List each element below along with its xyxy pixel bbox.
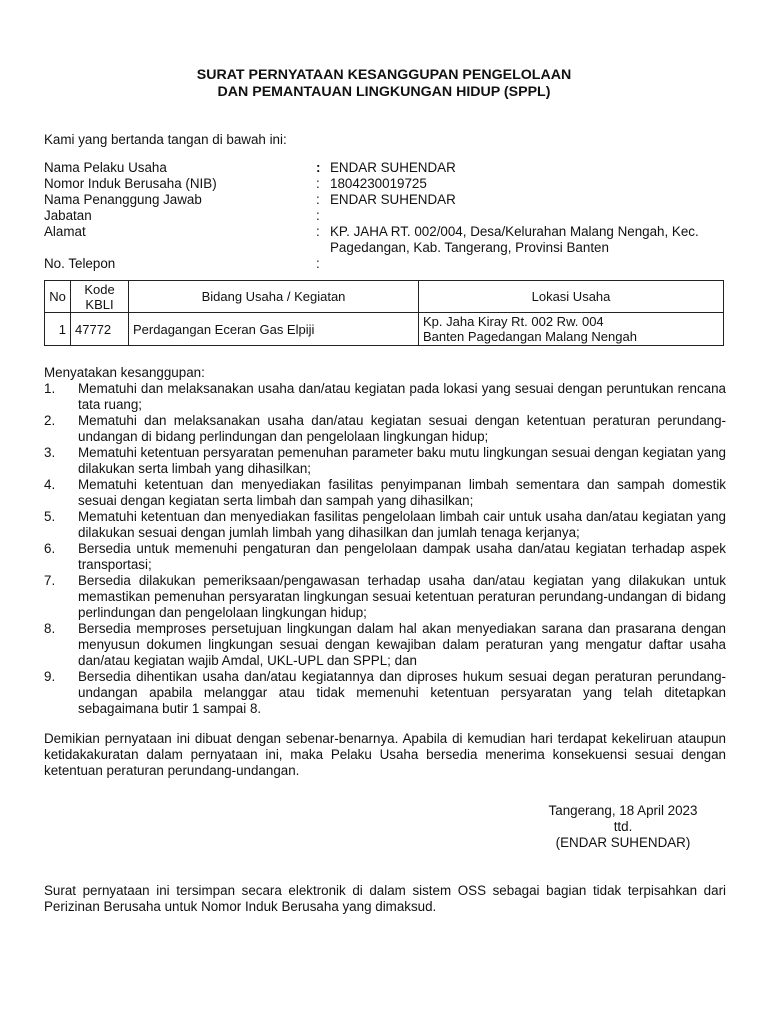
identity-colon: : [316,208,320,223]
header-no: No [45,281,71,313]
item-text: Bersedia dilakukan pemeriksaan/pengawasan terhadap usaha dan/atau kegiatan yang dilakukan untuk memastikan pemenuhan persyaratan lingkungan sesuai ketentuan peraturan perundang-undangan di bidang perlindungan dan pengelolaan lingkungan hidup; [78,573,726,620]
list-item [44,509,726,541]
list-item [44,445,726,477]
statement-heading: Menyatakan kesanggupan: [44,365,205,380]
item-text: Mematuhi ketentuan dan menyediakan fasilitas pengelolaan limbah cair untuk usaha dan/atau kegiatan yang dilakukan sesuai dengan jumlah limbah yang dihasilkan dan jumlah tenaga kerjanya; [78,509,726,540]
identity-colon: : [316,176,320,191]
item-text: Bersedia dihentikan usaha dan/atau kegiatannya dan diproses hukum sesuai degan peraturan perundang-undangan apabila melanggar atau tidak memenuhi ketentuan persyaratan yang telah ditetapkan sebagaimana butir 1 sampai 8. [78,669,726,716]
document-title-line1: SURAT PERNYATAAN KESANGGUPAN PENGELOLAAN [196,67,572,83]
item-number: 9. [44,669,56,684]
list-item [44,477,726,509]
list-item [44,669,726,717]
cell-no: 1 [45,313,71,346]
cell-bidang: Perdagangan Eceran Gas Elpiji [129,313,419,346]
identity-label: Jabatan [44,208,92,223]
item-number: 1. [44,381,56,396]
identity-label: Nama Penanggung Jawab [44,192,202,207]
kbli-table [44,280,724,346]
identity-value: ENDAR SUHENDAR [330,160,456,175]
header-kode-kbli: Kode KBLI [71,281,129,313]
identity-value: 1804230019725 [330,176,427,191]
identity-label: Nomor Induk Berusaha (NIB) [44,176,217,191]
item-text: Mematuhi ketentuan dan menyediakan fasilitas penyimpanan limbah sementara dan sampah domestik sesuai dengan kegiatan serta limbah dan sampah yang dihasilkan; [78,477,726,508]
list-item [44,621,726,669]
identity-colon: : [316,224,320,239]
identity-label: Alamat [44,224,86,239]
item-text: Bersedia memproses persetujuan lingkungan dalam hal akan menyediakan sarana dan prasarana dengan menyusun dokumen lingkungan sesuai dengan kewajiban dalam peraturan yang mengatur daftar usaha dan/atau kegiatan wajib Amdal, UKL-UPL dan SPPL; dan [78,621,726,668]
item-number: 5. [44,509,56,524]
item-number: 4. [44,477,56,492]
item-text: Bersedia untuk memenuhi pengaturan dan pengelolaan dampak usaha dan/atau kegiatan terhadap aspek transportasi; [78,541,726,572]
table-header-row [45,281,724,313]
identity-label: No. Telepon [44,256,116,271]
identity-colon: : [316,192,320,207]
header-lokasi-usaha: Lokasi Usaha [419,281,724,313]
list-item [44,541,726,573]
identity-colon: : [316,160,321,175]
item-text: Mematuhi dan melaksanakan usaha dan/atau kegiatan pada lokasi yang sesuai dengan peruntukan rencana tata ruang; [78,381,726,412]
closing-paragraph: Demikian pernyataan ini dibuat dengan sebenar-benarnya. Apabila di kemudian hari terdapat kekeliruan ataupun ketidakakuratan dalam pernyataan ini, maka Pelaku Usaha bersedia menerima konsekuensi sesuai dengan ketentuan peraturan perundang-undangan. [44,731,726,778]
lokasi-line2: Banten Pagedangan Malang Nengah [423,329,637,344]
lokasi-line1: Kp. Jaha Kiray Rt. 002 Rw. 004 [423,314,604,329]
footer-note: Surat pernyataan ini tersimpan secara elektronik di dalam sistem OSS sebagai bagian tidak terpisahkan dari Perizinan Berusaha untuk Nomor Induk Berusaha yang dimaksud. [44,883,726,914]
item-number: 6. [44,541,56,556]
list-item [44,413,726,445]
document-title-line2: DAN PEMANTAUAN LINGKUNGAN HIDUP (SPPL) [217,84,551,100]
signature-ttd: ttd. [613,819,633,834]
cell-kode: 47772 [71,313,129,346]
item-number: 7. [44,573,56,588]
commitment-list [44,381,726,717]
header-bidang-usaha: Bidang Usaha / Kegiatan [129,281,419,313]
list-item [44,573,726,621]
table-row [45,313,724,346]
cell-lokasi [419,313,724,346]
signature-name: (ENDAR SUHENDAR) [555,835,691,850]
item-number: 2. [44,413,56,428]
identity-colon: : [316,256,320,271]
address-line2: Pagedangan, Kab. Tangerang, Provinsi Banten [330,240,609,255]
list-item [44,381,726,413]
identity-value: KP. JAHA RT. 002/004, Desa/Kelurahan Malang Nengah, Kec. [330,224,699,239]
signature-place-date: Tangerang, 18 April 2023 [548,803,698,818]
item-number: 3. [44,445,56,460]
identity-value: ENDAR SUHENDAR [330,192,456,207]
item-text: Mematuhi ketentuan persyaratan pemenuhan parameter baku mutu lingkungan sesuai dengan kegiatan yang dilakukan serta limbah yang dihasilkan; [78,445,726,476]
item-number: 8. [44,621,56,636]
identity-label: Nama Pelaku Usaha [44,160,167,175]
item-text: Mematuhi dan melaksanakan usaha dan/atau kegiatan sesuai dengan ketentuan peraturan perundang-undangan di bidang perlindungan dan pengelolaan lingkungan hidup; [78,413,726,444]
intro-text: Kami yang bertanda tangan di bawah ini: [44,132,287,147]
